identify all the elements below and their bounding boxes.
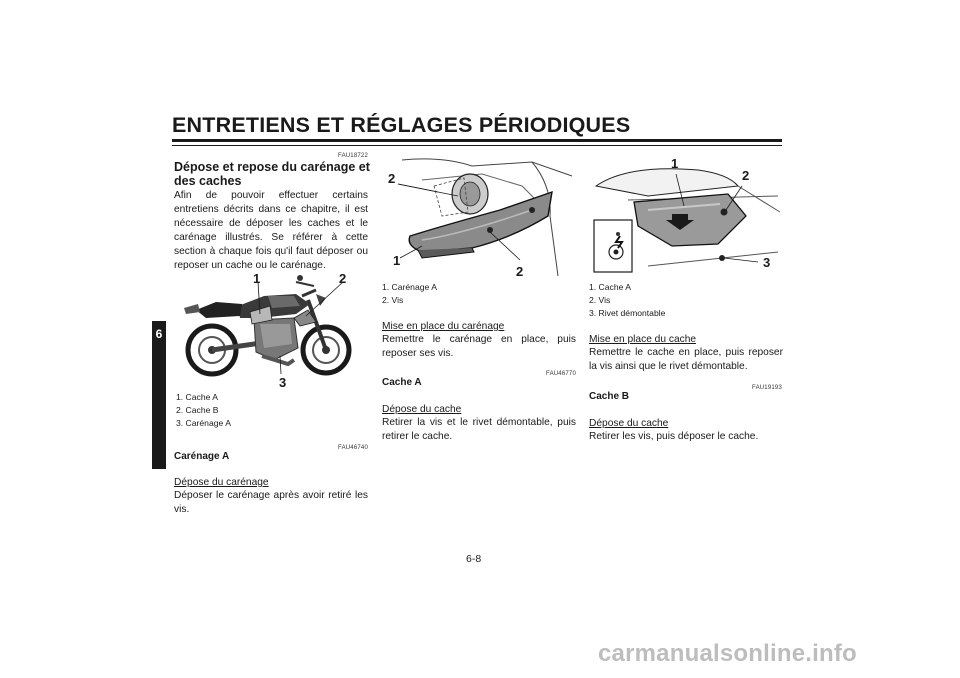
header-rule-thin (172, 145, 782, 146)
figure-caption (382, 281, 437, 307)
section-code: FAU46740 (338, 445, 368, 451)
caption-item: 2. Vis (589, 295, 611, 305)
procedure-heading: Mise en place du carénage (382, 321, 505, 332)
procedure-heading: Dépose du cache (382, 404, 462, 415)
caption-item: 2. Vis (382, 295, 404, 305)
figure-callout: 3 (763, 255, 771, 270)
intro-paragraph: Afin de pouvoir effectuer certains entretiens décrits dans ce chapitre, il est nécessaire de déposer les caches et le carénage illustrés. Se référer à cette section à chaque fois qu'il faut déposer ou reposer un cache ou le carénage. (174, 190, 368, 271)
fairing-illustration (382, 156, 578, 280)
procedure-text: Retirer les vis, puis déposer le cache. (589, 431, 759, 442)
figure-caption (589, 281, 665, 320)
subsection-title: Cache A (382, 377, 422, 388)
chapter-number: 6 (155, 327, 163, 341)
caption-item: 1. Cache A (589, 282, 632, 292)
figure-callout: 2 (339, 271, 347, 286)
header-rule (172, 139, 782, 142)
section-code: FAU18722 (338, 153, 368, 159)
caption-item: 1. Carénage A (382, 282, 437, 292)
figure-caption (176, 391, 231, 430)
procedure-heading: Dépose du carénage (174, 477, 269, 488)
section-code: FAU46770 (546, 371, 576, 377)
caption-item: 1. Cache A (176, 392, 219, 402)
section-code: FAU19193 (752, 385, 782, 391)
section-title: Dépose et repose du carénage et des caches (174, 160, 370, 188)
procedure-heading: Dépose du cache (589, 418, 669, 429)
procedure-heading: Mise en place du cache (589, 334, 697, 345)
caption-item: 2. Cache B (176, 405, 219, 415)
page-header-title: ENTRETIENS ET RÉGLAGES PÉRIODIQUES (172, 113, 631, 137)
caption-item: 3. Carénage A (176, 418, 231, 428)
figure-callout: 1 (253, 271, 261, 286)
subsection-title: Cache B (589, 391, 630, 402)
subsection-title: Carénage A (174, 451, 230, 462)
chapter-tab (152, 321, 166, 469)
procedure-text: Retirer la vis et le rivet démontable, puis retirer le cache. (382, 417, 576, 442)
side-cover-illustration (588, 156, 784, 280)
page-number: 6-8 (466, 553, 482, 565)
caption-item: 3. Rivet démontable (589, 308, 666, 318)
procedure-text: Déposer le carénage après avoir retiré les vis. (174, 490, 368, 515)
procedure-text: Remettre le carénage en place, puis reposer ses vis. (382, 334, 576, 359)
figure-callout: 2 (388, 171, 396, 186)
watermark: carmanualsonline.info (598, 640, 857, 667)
figure-callout: 3 (279, 375, 287, 390)
figure-callout: 2 (742, 168, 750, 183)
figure-callout: 2 (516, 264, 524, 279)
procedure-text: Remettre le cache en place, puis reposer la vis ainsi que le rivet démontable. (589, 347, 783, 372)
figure-callout: 1 (671, 156, 679, 171)
figure-callout: 1 (393, 253, 401, 268)
